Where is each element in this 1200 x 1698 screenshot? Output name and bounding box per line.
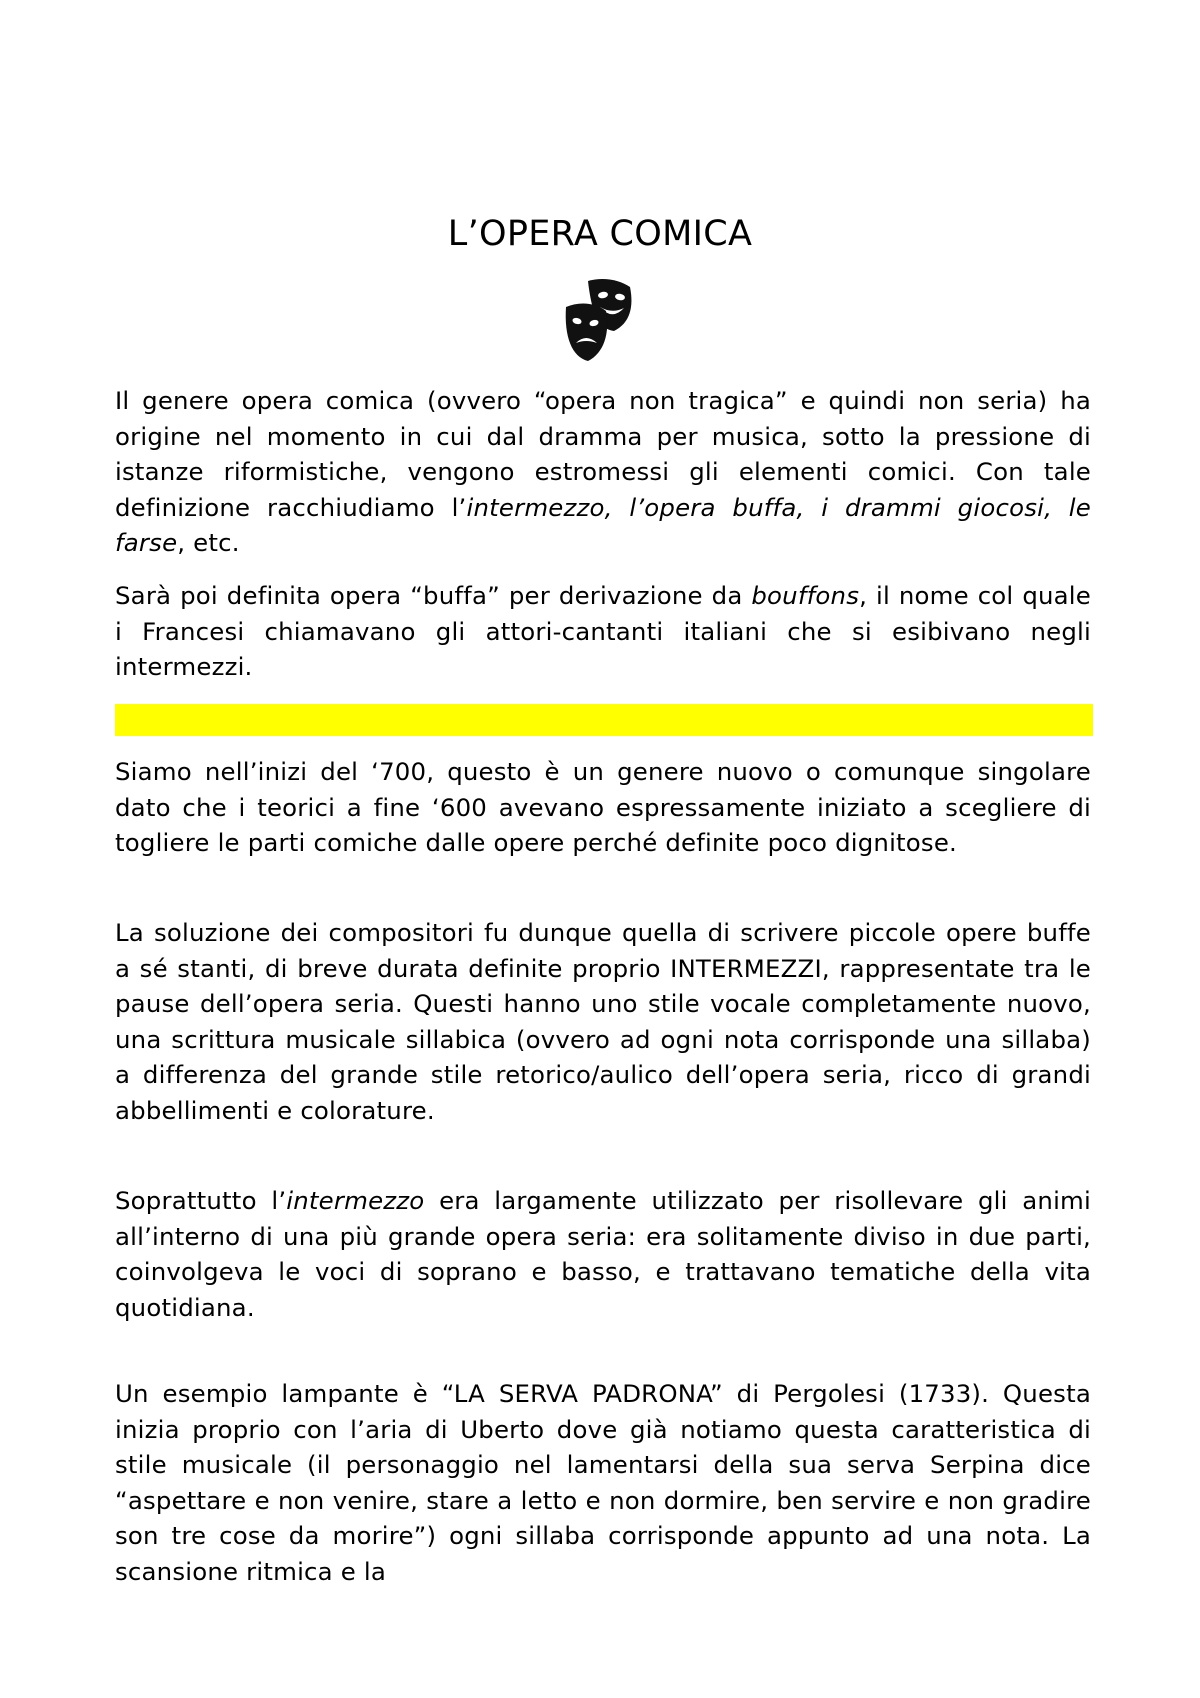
paragraph-1-italic: intermezzo, l’opera buffa, i drammi giocosi, le farse [115, 492, 1091, 558]
paragraph-2-italic: bouffons [751, 581, 860, 610]
paragraph-6-text: Un esempio lampante è “LA SERVA PADRONA” di Pergolesi (1733). Questa inizia proprio con l’aria di Uberto dove già notiamo questa caratteristica di stile musicale (il personaggio nel lamentarsi della sua serva Serpina dice “aspettare e non venire, stare a letto e non dormire, ben servire e non gradire son tre cose da morire”) ogni sillaba corrisponde appunto ad una nota. La scansione ritmica e la [115, 1379, 1091, 1586]
document-title: L’OPERA COMICA [447, 214, 753, 254]
paragraph-3-text: Siamo nell’inizi del ‘700, questo è un genere nuovo o comunque singolare dato che i teorici a fine ‘600 avevano espressamente iniziato a scegliere di togliere le parti comiche dalle opere perché definite poco dignitose. [115, 757, 1091, 858]
paragraph-2 [115, 578, 1091, 685]
paragraph-4 [115, 915, 1091, 1129]
paragraph-5-italic: intermezzo [286, 1186, 425, 1215]
paragraph-3 [115, 754, 1091, 861]
highlight-bar [115, 704, 1093, 736]
paragraph-4-text: La soluzione dei compositori fu dunque quella di scrivere piccole opere buffe a sé stanti, di breve durata definite proprio INTERMEZZI, rappresentate tra le pause dell’opera seria. Questi hanno uno stile vocale completamente nuovo, una scrittura musicale sillabica (ovvero ad ogni nota corrisponde una sillaba) a differenza del grande stile retorico/aulico dell’opera seria, ricco di grandi abbellimenti e colorature. [115, 918, 1091, 1125]
paragraph-5 [115, 1183, 1091, 1325]
paragraph-5-text: Soprattutto l’ [115, 1186, 287, 1215]
paragraph-6 [115, 1376, 1091, 1590]
paragraph-1 [115, 383, 1091, 561]
paragraph-2-text: Sarà poi definita opera “buffa” per derivazione da [115, 581, 752, 610]
paragraph-5-tail: era largamente utilizzato per risollevare gli animi all’interno di una più grande opera seria: era solitamente diviso in due parti, coinvolgeva le voci di soprano e basso, e trattavano tematiche della vita quotidiana. [115, 1186, 1091, 1322]
paragraph-1-text: Il genere opera comica (ovvero “opera non tragica” e quindi non seria) ha origine nel momento in cui dal dramma per musica, sotto la pressione di istanze riformistiche, vengono estromessi gli elementi comici. Con tale definizione racchiudiamo l’ [115, 386, 1091, 522]
paragraph-1-tail: , etc. [177, 528, 240, 558]
theater-masks-icon [562, 277, 642, 365]
paragraph-2-tail: , il nome col quale i Francesi chiamavano gli attori-cantanti italiani che si esibivano negli intermezzi. [115, 581, 1091, 682]
